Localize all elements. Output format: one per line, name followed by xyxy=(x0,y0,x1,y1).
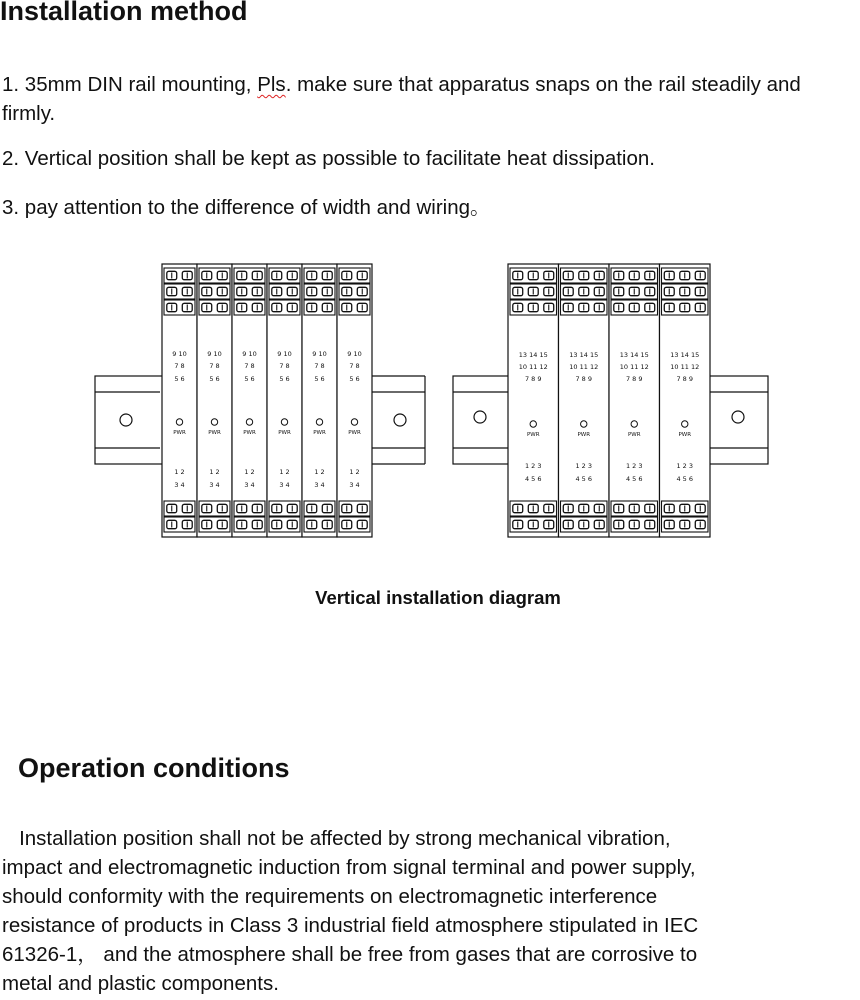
terminal-numbers: 4 5 6 xyxy=(524,475,542,483)
terminal-numbers: 1 2 3 xyxy=(575,462,593,470)
led-label: PWR xyxy=(278,430,291,436)
module-body xyxy=(267,264,302,537)
terminal-numbers: 3 4 xyxy=(314,481,325,489)
led-label: PWR xyxy=(577,432,591,438)
led-label: PWR xyxy=(208,430,221,436)
terminal-numbers: 5 6 xyxy=(209,375,220,383)
terminal-numbers: 7 8 xyxy=(209,362,220,370)
terminal-numbers: 7 8 xyxy=(279,362,290,370)
installation-title: Installation method xyxy=(0,0,248,26)
installation-item-3: 3. pay attention to the difference of width and wiring。 xyxy=(2,196,491,219)
terminal-numbers: 7 8 9 xyxy=(676,375,694,383)
module-group-right xyxy=(508,264,710,537)
terminal-numbers: 5 6 xyxy=(174,375,185,383)
operation-line: should conformity with the requirements on electromagnetic interference xyxy=(2,885,658,908)
item-1-text-start: 1. 35mm DIN rail mounting, xyxy=(2,73,258,96)
terminal-numbers: 4 5 6 xyxy=(676,475,694,483)
terminal-numbers: 5 6 xyxy=(349,375,360,383)
terminal-numbers: 13 14 15 xyxy=(619,351,649,359)
module-body xyxy=(508,264,559,537)
terminal-numbers: 1 2 3 xyxy=(524,462,542,470)
operation-line: metal and plastic components. xyxy=(2,972,279,995)
terminal-numbers: 10 11 12 xyxy=(619,363,649,371)
module-body xyxy=(337,264,372,537)
terminal-numbers: 3 4 xyxy=(209,481,220,489)
rail-hole-icon xyxy=(732,411,744,423)
terminal-numbers: 13 14 15 xyxy=(569,351,599,359)
terminal-numbers: 10 11 12 xyxy=(670,363,700,371)
terminal-numbers: 1 2 xyxy=(209,468,220,476)
terminal-numbers: 1 2 3 xyxy=(625,462,643,470)
led-label: PWR xyxy=(627,432,641,438)
module-body xyxy=(162,264,197,537)
terminal-numbers: 1 2 xyxy=(279,468,290,476)
led-label: PWR xyxy=(243,430,256,436)
terminal-numbers: 3 4 xyxy=(244,481,255,489)
operation-line: Installation position shall not be affected by strong mechanical vibration, xyxy=(2,827,671,850)
spellcheck-word: Pls xyxy=(257,73,286,96)
terminal-numbers: 7 8 xyxy=(244,362,255,370)
operation-title: Operation conditions xyxy=(18,753,290,783)
terminal-numbers: 1 2 3 xyxy=(676,462,694,470)
diagram-caption: Vertical installation diagram xyxy=(315,587,561,608)
terminal-numbers: 5 6 xyxy=(279,375,290,383)
operation-line: impact and electromagnetic induction from signal terminal and power supply, xyxy=(2,856,696,879)
item-1-text-end: . make sure that apparatus snaps on the rail steadily and firmly. xyxy=(2,73,801,125)
terminal-numbers: 7 8 9 xyxy=(625,375,643,383)
terminal-numbers: 7 8 xyxy=(349,362,360,370)
terminal-numbers: 9 10 xyxy=(312,350,327,358)
terminal-numbers: 9 10 xyxy=(172,350,187,358)
rail-hole-icon xyxy=(120,414,132,426)
module-group-left xyxy=(162,264,372,537)
terminal-numbers: 1 2 xyxy=(349,468,360,476)
module-body xyxy=(660,264,711,537)
terminal-numbers: 3 4 xyxy=(349,481,360,489)
terminal-numbers: 1 2 xyxy=(314,468,325,476)
terminal-numbers: 9 10 xyxy=(242,350,257,358)
terminal-numbers: 13 14 15 xyxy=(518,351,548,359)
module-body xyxy=(197,264,232,537)
terminal-numbers: 9 10 xyxy=(347,350,362,358)
terminal-numbers: 3 4 xyxy=(174,481,185,489)
terminal-numbers: 5 6 xyxy=(314,375,325,383)
installation-item-2: 2. Vertical position shall be kept as possible to facilitate heat dissipation. xyxy=(2,147,655,170)
terminal-numbers: 4 5 6 xyxy=(575,475,593,483)
rail-hole-icon xyxy=(394,414,406,426)
installation-item-1 xyxy=(2,70,852,128)
terminal-numbers: 9 10 xyxy=(277,350,292,358)
operation-paragraph xyxy=(2,824,858,998)
terminal-numbers: 7 8 9 xyxy=(575,375,593,383)
terminal-numbers: 5 6 xyxy=(244,375,255,383)
led-label: PWR xyxy=(348,430,361,436)
led-label: PWR xyxy=(173,430,186,436)
module-body xyxy=(559,264,610,537)
module-body xyxy=(232,264,267,537)
module-body xyxy=(302,264,337,537)
module-body xyxy=(609,264,660,537)
vertical-installation-diagram xyxy=(0,255,860,575)
terminal-numbers: 4 5 6 xyxy=(625,475,643,483)
terminal-numbers: 7 8 xyxy=(174,362,185,370)
operation-line: 61326-1， and the atmosphere shall be free from gases that are corrosive to xyxy=(2,943,698,966)
led-label: PWR xyxy=(313,430,326,436)
rail-hole-icon xyxy=(474,411,486,423)
led-label: PWR xyxy=(678,432,692,438)
terminal-numbers: 7 8 9 xyxy=(524,375,542,383)
terminal-numbers: 10 11 12 xyxy=(569,363,599,371)
led-label: PWR xyxy=(526,432,540,438)
terminal-numbers: 1 2 xyxy=(174,468,185,476)
terminal-numbers: 10 11 12 xyxy=(518,363,548,371)
terminal-numbers: 1 2 xyxy=(244,468,255,476)
terminal-numbers: 13 14 15 xyxy=(670,351,700,359)
operation-line: resistance of products in Class 3 industrial field atmosphere stipulated in IEC xyxy=(2,914,699,937)
terminal-numbers: 9 10 xyxy=(207,350,222,358)
terminal-numbers: 3 4 xyxy=(279,481,290,489)
terminal-numbers: 7 8 xyxy=(314,362,325,370)
